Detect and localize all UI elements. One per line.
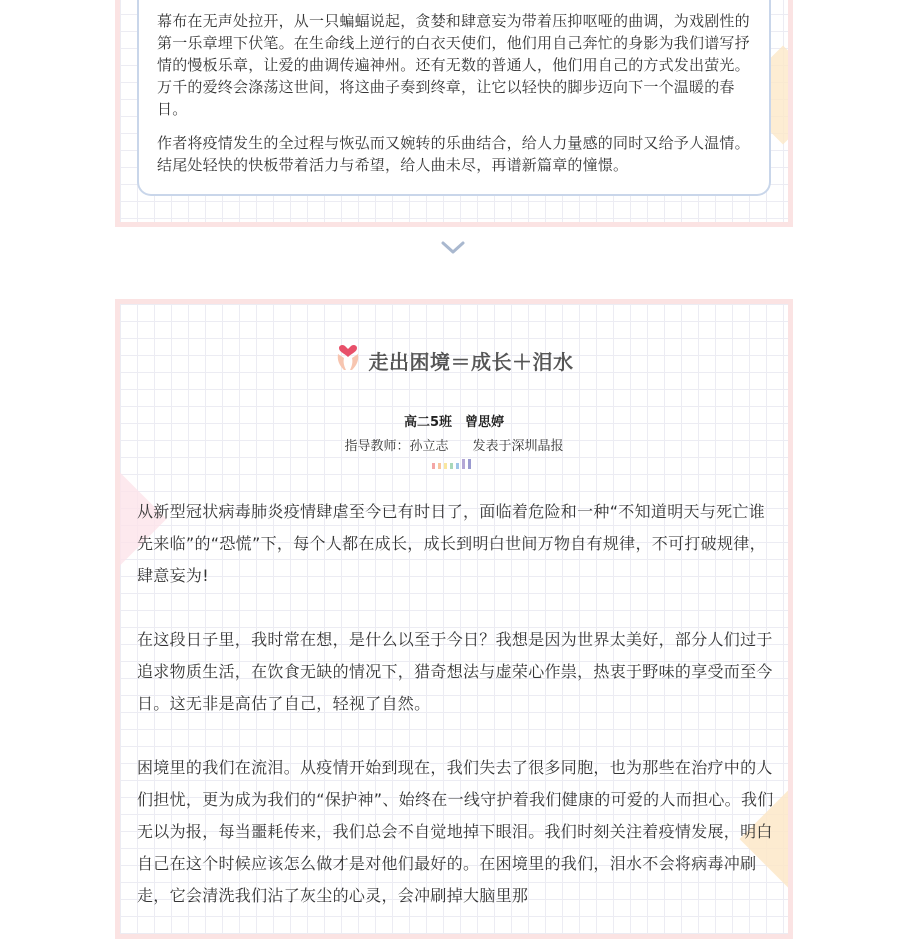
summary-paragraph-2: 作者将疫情发生的全过程与恢弘而又婉转的乐曲结合，给人力量感的同时又给予人温情。结尾处轻快的快板带着活力与希望，给人曲未尽，再谱新篇章的憧憬。 <box>157 134 750 174</box>
heart-hands-icon <box>335 344 361 376</box>
decorative-color-dots <box>432 457 471 469</box>
publication-label: 发表于深圳晶报 <box>472 439 564 454</box>
byline <box>120 435 788 454</box>
chevron-down-icon[interactable] <box>437 236 469 260</box>
summary-box <box>137 0 771 196</box>
article-paragraph-2: 在这段日子里，我时常在想，是什么以至于今日？我想是因为世界太美好，部分人们过于追求物质生活，在饮食无缺的情况下，猎奇想法与虚荣心作祟，热衷于野味的享受而至今日。这无非是高估了自己，轻视了自然。 <box>137 630 773 713</box>
article-body <box>137 496 777 939</box>
teacher-label: 指导教师：孙立志 <box>344 439 449 454</box>
article-title: 走出困境＝成长＋泪水 <box>369 346 574 375</box>
author-line: 高二5班 曾思婷 <box>403 415 505 430</box>
article-paragraph-1: 从新型冠状病毒肺炎疫情肆虐至今已有时日了，面临着危险和一种“不知道明天与死亡谁先来临”的“恐慌”下，每个人都在成长，成长到明白世间万物自有规律，不可打破规律，肆意妄为! <box>137 502 766 585</box>
article-card <box>115 299 793 939</box>
summary-paragraph-1: 幕布在无声处拉开，从一只蝙蝠说起，贪婪和肆意妄为带着压抑呕哑的曲调，为戏剧性的第一乐章埋下伏笔。在生命线上逆行的白衣天使们，他们用自己奔忙的身影为我们谱写抒情的慢板乐章，让爱的曲调传遍神州。还有无数的普通人，他们用自己的方式发出萤光。万千的爱终会涤荡这世间，将这曲子奏到终章，让它以轻快的脚步迈向下一个温暖的春日。 <box>157 12 750 118</box>
previous-section-card <box>115 0 793 227</box>
article-paragraph-3: 困境里的我们在流泪。从疫情开始到现在，我们失去了很多同胞，也为那些在治疗中的人们担忧，更为成为我们的“保护神”、始终在一线守护着我们健康的可爱的人而担心。我们无以为报，每当噩耗传来，我们总会不自觉地掉下眼泪。我们时刻关注着疫情发展，明白自己在这个时候应该怎么做才是对他们最好的。在困境里的我们，泪水不会将病毒冲刷走，它会清洗我们沾了灰尘的心灵，会冲刷掉大脑里那 <box>137 758 774 905</box>
article-title-row <box>120 344 788 380</box>
